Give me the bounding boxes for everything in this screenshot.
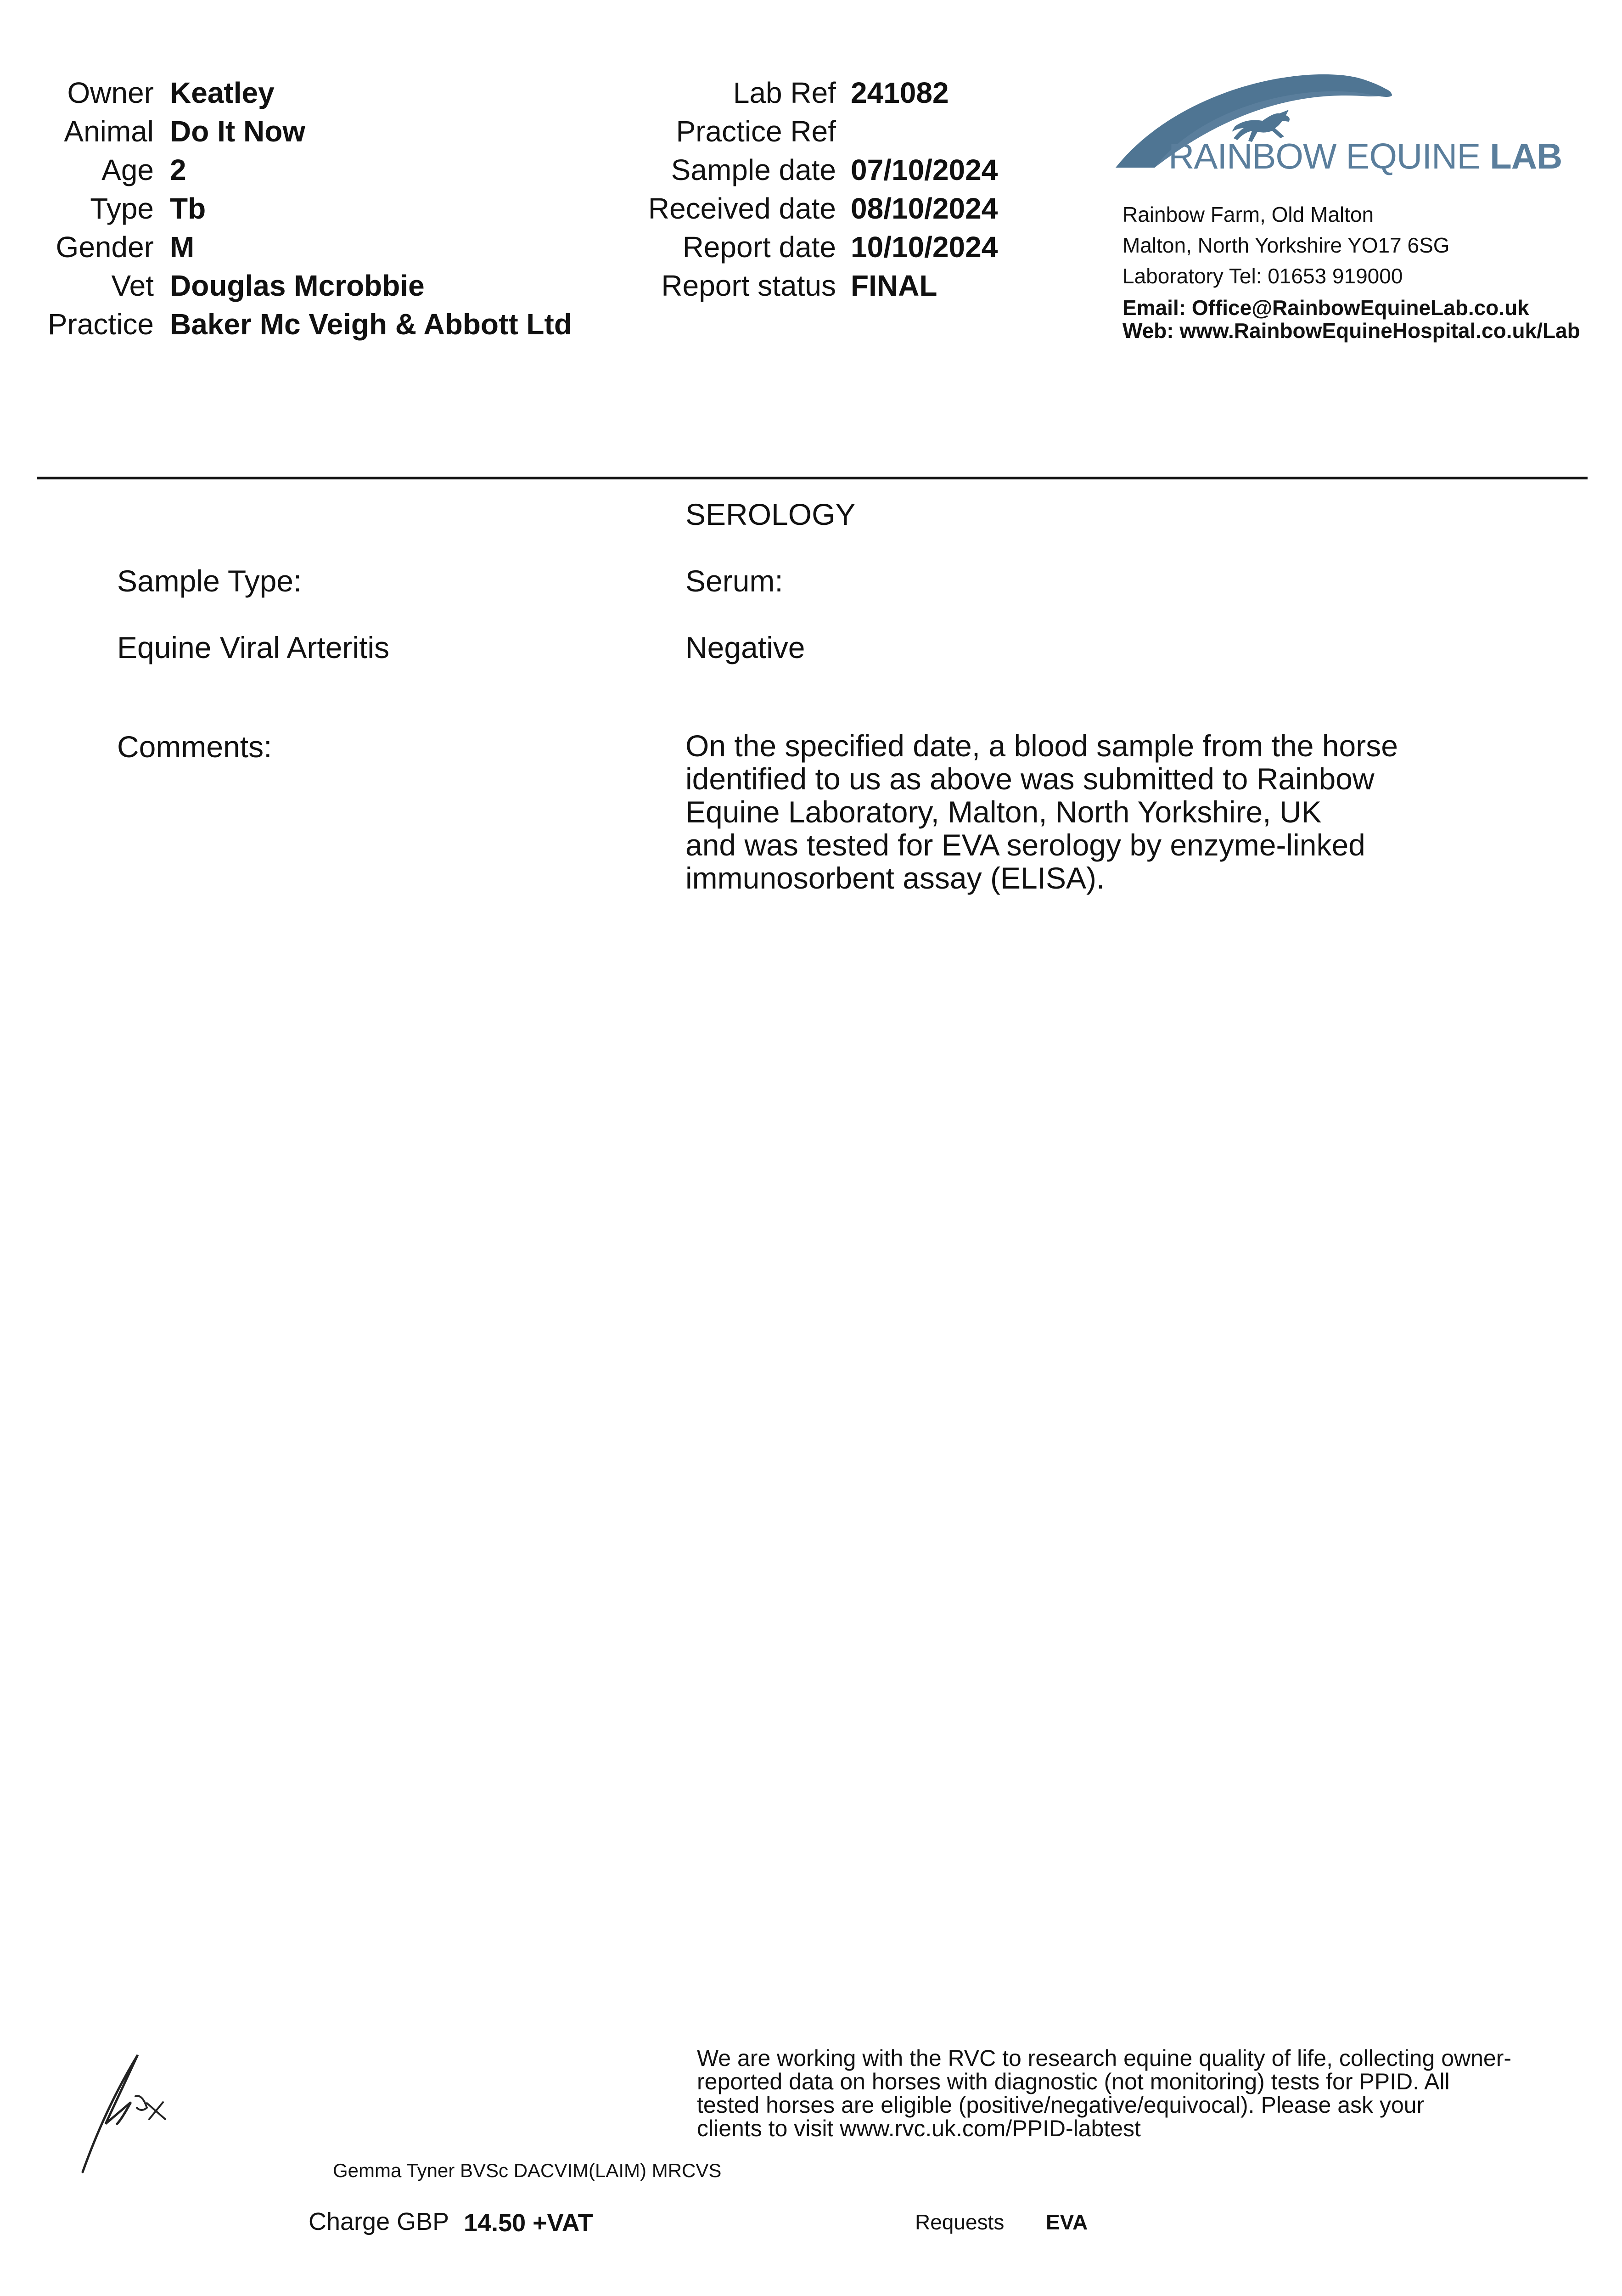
sample-date-label: Sample date xyxy=(671,153,836,186)
lab-logo-text-bold: LAB xyxy=(1490,136,1562,176)
owner-label: Owner xyxy=(67,76,154,109)
test-result: Negative xyxy=(685,630,805,664)
sample-date-value: 07/10/2024 xyxy=(851,153,998,186)
type-value: Tb xyxy=(170,192,206,225)
charge-value: 14.50 +VAT xyxy=(464,2209,593,2237)
vet-label: Vet xyxy=(111,269,154,302)
header-divider xyxy=(37,477,1588,479)
practice-ref-label: Practice Ref xyxy=(676,115,836,148)
comments-line: and was tested for EVA serology by enzyme-linked xyxy=(685,828,1365,862)
report-date-label: Report date xyxy=(682,231,836,264)
age-value: 2 xyxy=(170,153,186,186)
charge-label: Charge GBP xyxy=(309,2208,449,2235)
rvc-notice xyxy=(697,2047,1597,2140)
report-status-label: Report status xyxy=(661,269,836,302)
lab-logo-text-main: RAINBOW EQUINE xyxy=(1168,136,1490,176)
lab-web: Web: www.RainbowEquineHospital.co.uk/Lab xyxy=(1122,319,1580,343)
received-date-label: Received date xyxy=(648,192,836,225)
gender-label: Gender xyxy=(56,231,154,264)
comments-label: Comments: xyxy=(117,730,272,764)
lab-address-line1: Rainbow Farm, Old Malton xyxy=(1122,203,1374,226)
lab-ref-label: Lab Ref xyxy=(733,76,836,109)
test-name: Equine Viral Arteritis xyxy=(117,630,390,664)
requests-label: Requests xyxy=(915,2210,1005,2234)
signature-mark xyxy=(78,2043,179,2177)
practice-value: Baker Mc Veigh & Abbott Ltd xyxy=(170,308,572,341)
age-label: Age xyxy=(101,153,154,186)
notice-line: reported data on horses with diagnostic (not monitoring) tests for PPID. All xyxy=(697,2069,1450,2094)
lab-email: Email: Office@RainbowEquineLab.co.uk xyxy=(1122,296,1529,320)
notice-line: tested horses are eligible (positive/negative/equivocal). Please ask your xyxy=(697,2092,1425,2118)
animal-label: Animal xyxy=(64,115,154,148)
sample-type-label: Sample Type: xyxy=(117,564,302,598)
lab-ref-value: 241082 xyxy=(851,76,949,109)
requests-value: EVA xyxy=(1046,2210,1088,2234)
sample-type-value: Serum: xyxy=(685,564,783,598)
gender-value: M xyxy=(170,231,195,264)
lab-tel: Laboratory Tel: 01653 919000 xyxy=(1122,264,1403,288)
lab-logo-text xyxy=(1168,135,1562,177)
animal-value: Do It Now xyxy=(170,115,306,148)
received-date-value: 08/10/2024 xyxy=(851,192,998,225)
report-status-value: FINAL xyxy=(851,269,937,302)
lab-logo xyxy=(1111,69,1562,179)
notice-line: We are working with the RVC to research equine quality of life, collecting owner- xyxy=(697,2045,1512,2071)
comments-line: immunosorbent assay (ELISA). xyxy=(685,861,1105,895)
section-title: SEROLOGY xyxy=(685,497,856,531)
owner-value: Keatley xyxy=(170,76,275,109)
type-label: Type xyxy=(90,192,154,225)
lab-address-line2: Malton, North Yorkshire YO17 6SG xyxy=(1122,233,1450,257)
comments-line: On the specified date, a blood sample from the horse xyxy=(685,729,1398,763)
practice-label: Practice xyxy=(47,308,154,341)
comments-line: identified to us as above was submitted to Rainbow xyxy=(685,762,1375,796)
report-date-value: 10/10/2024 xyxy=(851,231,998,264)
comments-line: Equine Laboratory, Malton, North Yorkshire, UK xyxy=(685,795,1322,829)
comments-text xyxy=(685,729,1466,895)
signatory-name: Gemma Tyner BVSc DACVIM(LAIM) MRCVS xyxy=(333,2160,722,2181)
notice-line: clients to visit www.rvc.uk.com/PPID-labtest xyxy=(697,2116,1141,2141)
vet-value: Douglas Mcrobbie xyxy=(170,269,425,302)
